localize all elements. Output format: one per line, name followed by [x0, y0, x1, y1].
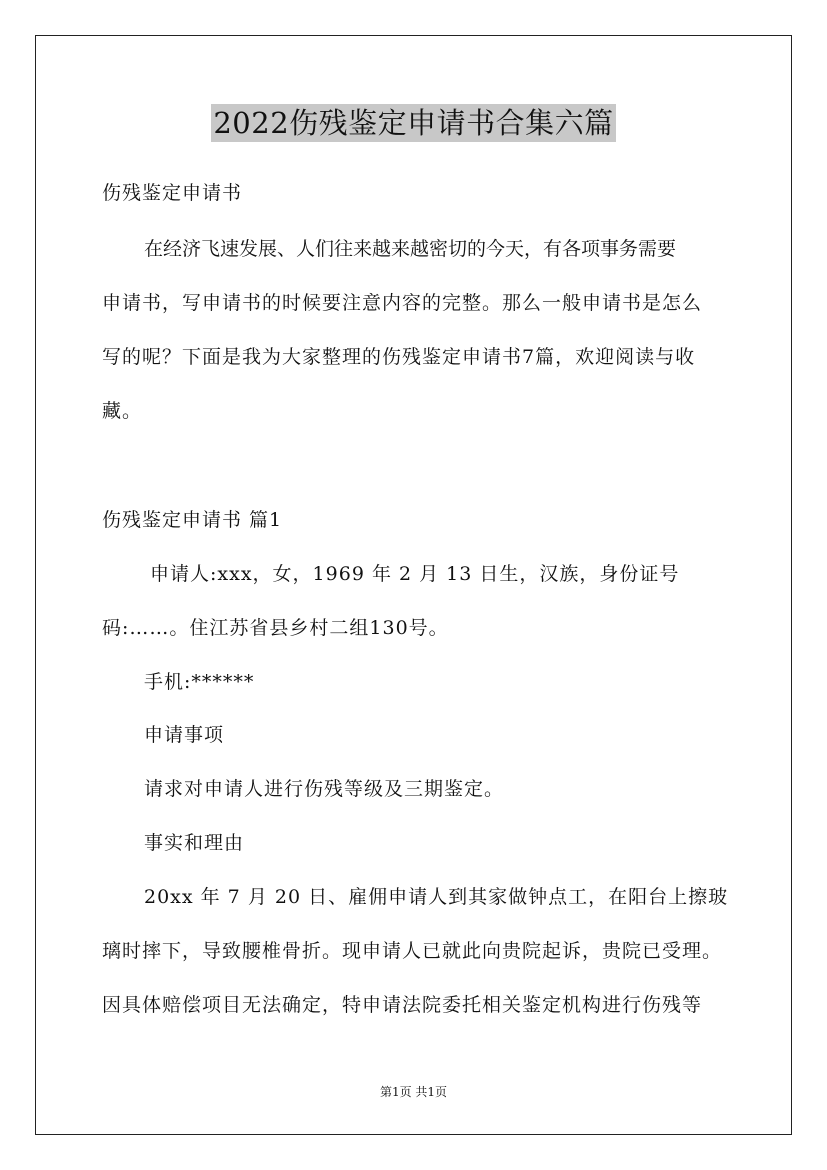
- request-heading: 申请事项: [144, 724, 225, 746]
- request-text: 请求对申请人进行伤残等级及三期鉴定。: [144, 778, 505, 800]
- intro-line-3: 写的呢？下面是我为大家整理的伤残鉴定申请书7篇，欢迎阅读与收: [102, 346, 696, 368]
- section-heading: 伤残鉴定申请书 篇1: [102, 509, 283, 531]
- page-footer: 第1页 共1页: [379, 1085, 448, 1099]
- facts-heading: 事实和理由: [144, 832, 245, 854]
- intro-line-4: 藏。: [102, 400, 143, 422]
- intro-heading: 伤残鉴定申请书: [102, 182, 243, 204]
- document-title: 2022伤残鉴定申请书合集六篇: [213, 106, 614, 140]
- title-container: [0, 104, 827, 142]
- applicant-line-2: 码:……。住江苏省县乡村二组130号。: [102, 617, 449, 639]
- phone-line: 手机:******: [144, 671, 255, 693]
- intro-line-1: [144, 237, 726, 261]
- facts-line-2: 璃时摔下，导致腰椎骨折。现申请人已就此向贵院起诉，贵院已受理。: [102, 940, 723, 962]
- applicant-line-1: 申请人:xxx，女，1969 年 2 月 13 日生，汉族，身份证号: [150, 563, 680, 585]
- intro-line-2: 申请书，写申请书的时候要注意内容的完整。那么一般申请书是怎么: [102, 292, 703, 314]
- intro-line-1-text: 在经济飞速发展、人们往来越来越密切的今天，有各项事务需要: [144, 238, 677, 260]
- facts-line-1: 20xx 年 7 月 20 日、雇佣申请人到其家做钟点工，在阳台上擦玻: [144, 886, 729, 908]
- facts-line-3: 因具体赔偿项目无法确定，特申请法院委托相关鉴定机构进行伤残等: [102, 994, 703, 1016]
